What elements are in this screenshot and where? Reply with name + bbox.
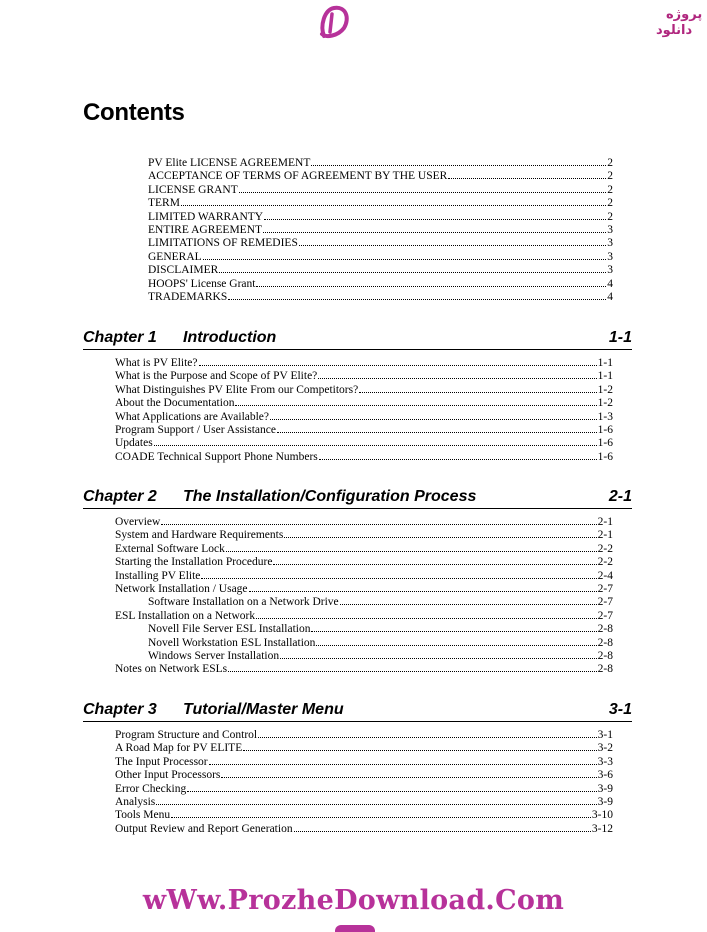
toc-entry-title: What is PV Elite?: [115, 357, 198, 369]
chapter-title: Tutorial/Master Menu: [183, 701, 344, 718]
toc-entry-title: External Software Lock: [115, 542, 225, 555]
toc-entry-page: 1-6: [597, 450, 613, 463]
toc-entry-page: 2-4: [597, 569, 613, 582]
toc-entry-title: Program Support / User Assistance: [115, 423, 276, 436]
toc-entry[interactable]: [115, 369, 613, 382]
chapter-number: Chapter 2: [83, 488, 157, 505]
toc-entry-page: 1-2: [597, 383, 613, 396]
dot-leader: [311, 622, 596, 632]
toc-entry-title: DISCLAIMER: [148, 264, 219, 277]
dot-leader: [161, 515, 596, 525]
dot-leader: [359, 383, 596, 393]
dot-leader: [226, 542, 597, 552]
toc-entry-page: 3-12: [591, 822, 613, 835]
toc-entry-title: Starting the Installation Procedure: [115, 556, 273, 569]
toc-entry[interactable]: [115, 808, 613, 821]
toc-entry-title: About the Documentation: [115, 397, 235, 410]
toc-entry-page: 2-8: [597, 623, 613, 636]
dot-leader: [280, 649, 597, 659]
chapter-2-heading: [83, 486, 632, 509]
toc-entry-page: 3-9: [597, 782, 613, 795]
dot-leader: [228, 290, 606, 300]
toc-entry-title: LIMITATIONS OF REMEDIES: [148, 237, 298, 250]
toc-entry-title: Updates: [115, 437, 153, 450]
toc-entry-page: 2-8: [597, 636, 613, 649]
chapter-title: Introduction: [183, 329, 277, 346]
toc-entry-page: 2-7: [597, 609, 613, 622]
logo-text-top: پروژه: [666, 7, 703, 22]
dot-leader: [318, 369, 596, 379]
toc-entry[interactable]: [115, 795, 613, 808]
toc-entry-page: 3-1: [597, 729, 613, 741]
chapter-3-heading: [83, 699, 632, 722]
chapter-page: 3-1: [608, 701, 632, 718]
dot-leader: [284, 528, 596, 538]
dot-leader: [187, 782, 596, 792]
toc-entry[interactable]: [115, 728, 613, 741]
toc-entry-title: Other Input Processors: [115, 769, 221, 782]
dot-leader: [316, 636, 596, 646]
toc-entry-title: ESL Installation on a Network: [115, 609, 256, 622]
toc-entry[interactable]: [115, 569, 613, 582]
dot-leader: [256, 609, 597, 619]
toc-entry-title: Novell Workstation ESL Installation: [148, 636, 316, 649]
toc-entry-title: What Applications are Available?: [115, 410, 270, 423]
toc-entry[interactable]: [148, 210, 613, 223]
toc-entry[interactable]: [115, 542, 613, 555]
toc-entry-title: What Distinguishes PV Elite From our Competitors?: [115, 383, 359, 396]
toc-entry[interactable]: [148, 277, 613, 290]
toc-entry-title: Tools Menu: [115, 809, 171, 822]
toc-entry[interactable]: [115, 555, 613, 568]
toc-entry-page: 2-8: [597, 649, 613, 662]
toc-entry-page: 3: [607, 264, 613, 277]
toc-entry[interactable]: [115, 410, 613, 423]
toc-entry-title: System and Hardware Requirements: [115, 529, 284, 542]
toc-entry-title: ENTIRE AGREEMENT: [148, 223, 263, 236]
toc-entry[interactable]: [115, 356, 613, 369]
watermark-url: wWw.ProzheDownload.Com: [142, 885, 565, 916]
toc-entry-title: Network Installation / Usage: [115, 582, 248, 595]
toc-entry-page: 2: [607, 183, 613, 196]
toc-entry-page: 3-2: [597, 742, 613, 755]
toc-entry-title: Overview: [115, 516, 161, 528]
toc-entry[interactable]: [115, 582, 613, 595]
toc-entry[interactable]: [115, 383, 613, 396]
toc-entry-page: 1-3: [597, 410, 613, 423]
dot-leader: [270, 410, 597, 420]
dot-leader: [319, 450, 597, 460]
dot-leader: [235, 396, 596, 406]
toc-entry-title: Notes on Network ESLs: [115, 663, 228, 676]
toc-entry-page: 2-2: [597, 556, 613, 569]
toc-entry-page: 2: [607, 197, 613, 210]
watermark-logo: [318, 2, 703, 44]
toc-entry[interactable]: [115, 782, 613, 795]
toc-entry-page: 2: [607, 170, 613, 183]
toc-entry-title: What is the Purpose and Scope of PV Elite?: [115, 370, 318, 383]
toc-entry[interactable]: [115, 436, 613, 449]
toc-entry-page: 2-7: [597, 596, 613, 609]
chapter-1-heading: [83, 327, 632, 350]
chapter-page: 2-1: [608, 488, 632, 505]
dot-leader: [256, 277, 606, 287]
chapter-number: Chapter 3: [83, 701, 157, 718]
dot-leader: [448, 169, 606, 179]
chapter-title: The Installation/Configuration Process: [183, 488, 477, 505]
toc-entry-title: The Input Processor: [115, 755, 208, 768]
toc-entry-title: Novell File Server ESL Installation: [148, 623, 311, 636]
dot-leader: [201, 569, 596, 579]
chapter-number: Chapter 1: [83, 329, 157, 346]
dot-leader: [239, 183, 606, 193]
chapter-2-entries: [115, 515, 613, 676]
toc-entry[interactable]: [115, 755, 613, 768]
toc-entry-page: 1-6: [597, 437, 613, 450]
toc-entry[interactable]: [148, 183, 613, 196]
toc-entry-title: Error Checking: [115, 782, 187, 795]
toc-entry-title: PV Elite LICENSE AGREEMENT: [148, 157, 311, 169]
dot-leader: [263, 223, 606, 233]
dot-leader: [273, 555, 596, 565]
toc-entry[interactable]: [148, 263, 613, 276]
toc-entry[interactable]: [115, 595, 613, 608]
toc-entry-title: Program Structure and Control: [115, 729, 258, 741]
toc-entry-page: 4: [607, 277, 613, 290]
dot-leader: [277, 423, 597, 433]
toc-entry[interactable]: [115, 423, 613, 436]
toc-entry-page: 2-7: [597, 582, 613, 595]
toc-entry-page: 2: [607, 210, 613, 223]
toc-entry[interactable]: [115, 636, 613, 649]
toc-entry-page: 2: [607, 157, 613, 169]
chapter-1-entries: [115, 356, 613, 463]
dot-leader: [311, 156, 606, 166]
toc-entry-title: Installing PV Elite: [115, 569, 201, 582]
toc-entry[interactable]: [115, 609, 613, 622]
toc-entry[interactable]: [148, 223, 613, 236]
toc-entry-title: TERM: [148, 197, 180, 210]
toc-entry-page: 3-3: [597, 755, 613, 768]
toc-entry[interactable]: [148, 169, 613, 182]
toc-entry-page: 3: [607, 223, 613, 236]
toc-entry[interactable]: [115, 622, 613, 635]
dot-leader: [221, 768, 596, 778]
dot-leader: [299, 236, 606, 246]
toc-entry-page: 3-9: [597, 795, 613, 808]
toc-entry-title: Software Installation on a Network Drive: [148, 596, 339, 609]
toc-entry[interactable]: [115, 515, 613, 528]
toc-entry[interactable]: [115, 450, 613, 463]
toc-entry-title: LICENSE GRANT: [148, 183, 238, 196]
toc-entry-page: 1-1: [597, 370, 613, 383]
toc-entry-page: 3-6: [597, 769, 613, 782]
toc-entry[interactable]: [115, 662, 613, 675]
dot-leader: [258, 728, 597, 738]
toc-entry-title: TRADEMARKS: [148, 290, 228, 303]
dot-leader: [249, 582, 597, 592]
toc-entry[interactable]: [115, 741, 613, 754]
toc-entry-title: Analysis: [115, 795, 156, 808]
dot-leader: [156, 795, 596, 805]
page-title: Contents: [83, 99, 185, 126]
dot-leader: [209, 755, 597, 765]
toc-entry[interactable]: [148, 250, 613, 263]
dot-leader: [199, 356, 597, 366]
dot-leader: [171, 808, 591, 818]
toc-entry-title: LIMITED WARRANTY: [148, 210, 264, 223]
toc-entry-page: 1-6: [597, 423, 613, 436]
toc-entry-page: 2-1: [597, 516, 613, 528]
toc-entry-page: 3: [607, 237, 613, 250]
chapter-3-entries: [115, 728, 613, 835]
chapter-page: 1-1: [608, 329, 632, 346]
front-matter-list: [148, 156, 613, 303]
dot-leader: [154, 436, 597, 446]
toc-entry-page: 3: [607, 250, 613, 263]
toc-entry-title: Windows Server Installation: [148, 649, 280, 662]
dot-leader: [181, 196, 606, 206]
toc-entry[interactable]: [148, 290, 613, 303]
watermark-bottom-mark: [335, 925, 375, 932]
dot-leader: [228, 662, 597, 672]
toc-entry[interactable]: [148, 156, 613, 169]
dot-leader: [264, 210, 606, 220]
toc-entry-title: ACCEPTANCE OF TERMS OF AGREEMENT BY THE USER: [148, 170, 448, 183]
toc-entry[interactable]: [115, 649, 613, 662]
toc-entry-title: GENERAL: [148, 250, 202, 263]
toc-entry-title: Output Review and Report Generation: [115, 822, 293, 835]
toc-entry-title: HOOPS' License Grant: [148, 277, 256, 290]
dot-leader: [243, 741, 596, 751]
toc-entry-page: 2-1: [597, 529, 613, 542]
logo-d-icon: [318, 2, 354, 44]
toc-entry[interactable]: [115, 396, 613, 409]
logo-text-bottom: دانلود: [656, 23, 693, 38]
toc-entry-title: COADE Technical Support Phone Numbers: [115, 450, 318, 463]
toc-entry-page: 4: [607, 290, 613, 303]
dot-leader: [219, 263, 606, 273]
toc-entry[interactable]: [115, 768, 613, 781]
toc-entry-page: 2-2: [597, 542, 613, 555]
toc-entry[interactable]: [115, 822, 613, 835]
toc-entry-page: 1-2: [597, 397, 613, 410]
toc-entry-page: 3-10: [591, 809, 613, 822]
dot-leader: [294, 822, 591, 832]
dot-leader: [203, 250, 607, 260]
toc-entry[interactable]: [148, 236, 613, 249]
toc-entry[interactable]: [148, 196, 613, 209]
toc-entry[interactable]: [115, 528, 613, 541]
toc-entry-title: A Road Map for PV ELITE: [115, 742, 243, 755]
dot-leader: [340, 595, 597, 605]
toc-entry-page: 1-1: [597, 357, 613, 369]
toc-entry-page: 2-8: [597, 663, 613, 676]
